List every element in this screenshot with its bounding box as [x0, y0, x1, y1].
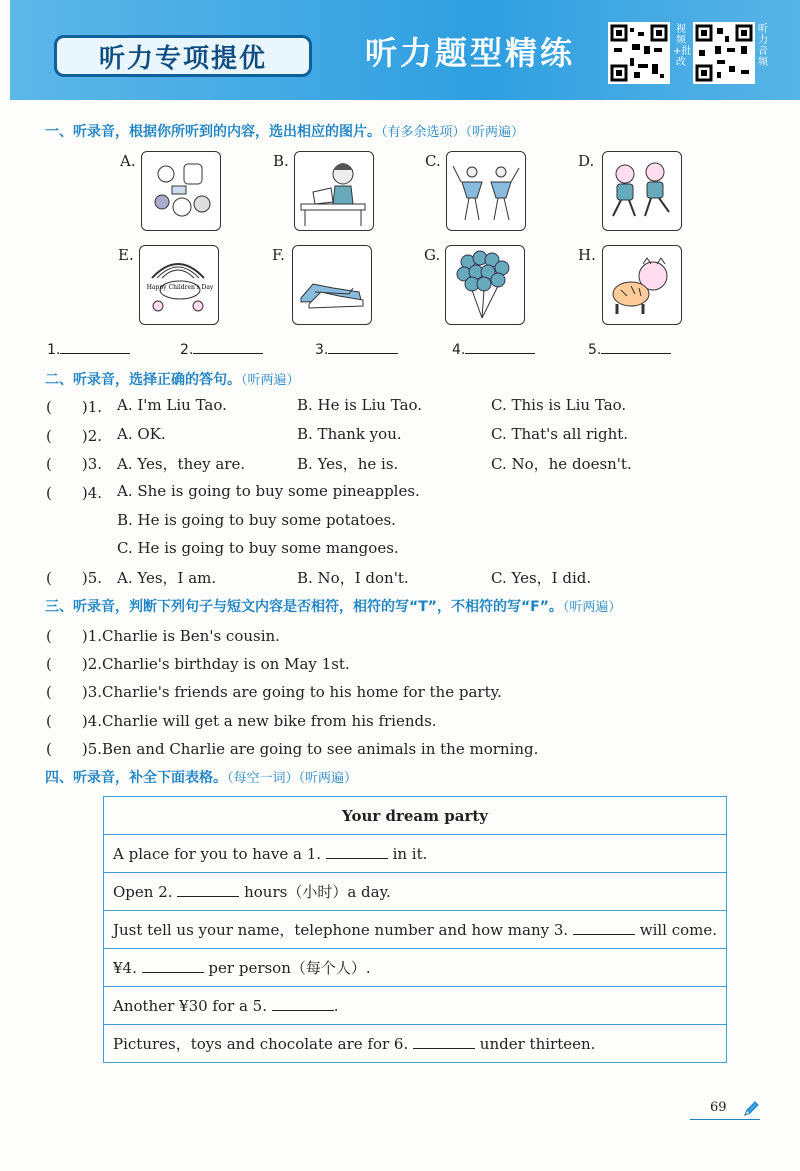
question-number[interactable]: ( )5.	[46, 569, 103, 587]
section-3-note: （听两遍）	[562, 600, 622, 615]
childrens-day-card-icon	[140, 246, 217, 323]
fill-blank[interactable]	[177, 884, 239, 897]
running-boys-icon	[603, 152, 680, 229]
blank-number: 2.	[180, 342, 194, 358]
sneakers-icon	[293, 246, 370, 323]
question-number[interactable]: ( )2.	[46, 427, 103, 445]
option-a: A. Yes，they are.	[117, 455, 246, 473]
statement-text: Ben and Charlie are going to see animals in the morning.	[102, 740, 539, 758]
qr-left-label: 视频+批改	[673, 24, 692, 68]
picture-label-e: E.	[118, 246, 134, 264]
question-number: ( )2.	[46, 655, 103, 673]
answer-blank-3[interactable]	[315, 341, 398, 358]
pencil-icon	[742, 1100, 760, 1118]
table-row	[104, 911, 727, 949]
question-number[interactable]: ( )4.	[46, 484, 103, 502]
section-4-heading	[45, 767, 357, 787]
blank-number: 5.	[588, 342, 602, 358]
blank-number: 4.	[452, 342, 466, 358]
row-text: ¥4.	[113, 959, 137, 977]
question-number: ( )4.	[46, 712, 103, 730]
picture-b	[294, 151, 374, 231]
row-text: will come.	[639, 921, 718, 939]
picture-label-a: A.	[120, 152, 136, 170]
page-title: 听力题型精练	[365, 34, 576, 72]
picture-a	[141, 151, 221, 231]
answer-blank-5[interactable]	[588, 341, 671, 358]
section-2-title: 二、听录音，选择正确的答句。	[45, 372, 241, 388]
option-a: A. Yes，I am.	[117, 569, 217, 587]
option-b: B. He is going to buy some potatoes.	[117, 511, 396, 529]
table-row	[104, 987, 727, 1025]
statement-text: Charlie will get a new bike from his friends.	[102, 712, 437, 730]
picture-label-g: G.	[424, 246, 441, 264]
question-number: ( )3.	[46, 683, 103, 701]
balloons-icon	[446, 246, 523, 323]
row-text: in it.	[392, 844, 428, 863]
section-2-heading	[45, 369, 300, 389]
picture-e	[139, 245, 219, 325]
page-number: 69	[710, 1100, 727, 1115]
fill-blank[interactable]	[272, 998, 334, 1011]
picture-h	[602, 245, 682, 325]
woman-at-desk-icon	[295, 152, 372, 229]
dream-party-table	[103, 796, 727, 1063]
judgement-item[interactable]	[46, 710, 437, 731]
section-4-note: （每空一词）（听两遍）	[227, 771, 358, 786]
row-text: Open 2.	[113, 883, 173, 901]
fill-blank[interactable]	[573, 922, 635, 935]
blank-number: 1.	[47, 342, 61, 358]
picture-label-h: H.	[578, 246, 596, 264]
judgement-item[interactable]	[46, 738, 538, 759]
row-text: A place for you to have a 1.	[113, 844, 322, 863]
option-c: C. Yes，I did.	[491, 569, 592, 587]
row-text: per person（每个人）.	[208, 959, 371, 977]
table-row	[104, 873, 727, 911]
judgement-item[interactable]	[46, 681, 502, 702]
section-3-heading	[45, 596, 621, 616]
section-2-note: （听两遍）	[241, 373, 300, 388]
option-a: A. I'm Liu Tao.	[117, 396, 227, 414]
option-a: A. OK.	[117, 425, 166, 443]
section-4-title: 四、听录音，补全下面表格。	[45, 770, 227, 786]
picture-label-d: D.	[578, 152, 595, 170]
picture-c	[446, 151, 526, 231]
section-3-title: 三、听录音，判断下列句子与短文内容是否相符，相符的写“T”，不相符的写“F”。	[45, 599, 563, 615]
statement-text: Charlie's friends are going to his home for the party.	[102, 683, 502, 701]
option-c: C. This is Liu Tao.	[491, 396, 627, 414]
section-1-heading	[45, 121, 524, 141]
table-row	[104, 1025, 727, 1063]
footer-divider	[690, 1119, 760, 1120]
row-text: .	[333, 996, 339, 1015]
page-header	[10, 0, 800, 100]
question-number[interactable]: ( )3.	[46, 455, 103, 473]
row-text: hours（小时）a day.	[244, 883, 391, 901]
qr-code-icon[interactable]	[693, 22, 755, 84]
blank-number: 3.	[315, 342, 329, 358]
card-text: Happy Children's Day	[146, 284, 214, 291]
table-row	[104, 835, 727, 873]
tiger-toy-icon	[603, 246, 680, 323]
dancing-girls-icon	[447, 152, 524, 229]
picture-label-f: F.	[272, 246, 285, 264]
question-number[interactable]: ( )1.	[46, 398, 103, 416]
picture-f	[292, 245, 372, 325]
row-text: Just tell us your name，telephone number and how many 3.	[113, 921, 569, 939]
picture-d	[602, 151, 682, 231]
judgement-item[interactable]	[46, 653, 350, 674]
picture-label-c: C.	[425, 152, 441, 170]
fill-blank[interactable]	[413, 1036, 475, 1049]
table-row	[104, 949, 727, 987]
question-number: ( )1.	[46, 627, 103, 645]
section-badge: 听力专项提优	[54, 35, 312, 77]
row-text: Another ¥30 for a 5.	[113, 996, 267, 1015]
option-b: B. Thank you.	[297, 425, 402, 443]
option-b: B. Yes，he is.	[297, 455, 399, 473]
animals-toys-icon	[142, 152, 219, 229]
judgement-item[interactable]	[46, 625, 280, 646]
answer-blank-1[interactable]	[47, 341, 130, 358]
question-number: ( )5.	[46, 740, 103, 758]
section-1-note: （有多余选项）（听两遍）	[381, 125, 525, 140]
qr-right-label: 听力音频	[758, 24, 768, 68]
fill-blank[interactable]	[326, 846, 388, 859]
option-c: C. That's all right.	[491, 425, 629, 443]
picture-label-b: B.	[273, 152, 289, 170]
statement-text: Charlie is Ben's cousin.	[102, 627, 280, 645]
answer-blank-4[interactable]	[452, 341, 535, 358]
section-1-title: 一、听录音，根据你所听到的内容，选出相应的图片。	[45, 124, 381, 140]
fill-blank[interactable]	[142, 960, 204, 973]
option-b: B. No，I don't.	[297, 569, 409, 587]
option-c: C. No，he doesn't.	[491, 455, 632, 473]
option-b: B. He is Liu Tao.	[297, 396, 423, 414]
option-c: C. He is going to buy some mangoes.	[117, 539, 399, 557]
row-text: under thirteen.	[479, 1035, 596, 1053]
option-a: A. She is going to buy some pineapples.	[117, 482, 420, 500]
answer-blank-2[interactable]	[180, 341, 263, 358]
picture-g	[445, 245, 525, 325]
statement-text: Charlie's birthday is on May 1st.	[102, 655, 350, 673]
table-title: Your dream party	[104, 797, 727, 835]
row-text: Pictures，toys and chocolate are for 6.	[113, 1035, 409, 1053]
qr-code-icon[interactable]	[608, 22, 670, 84]
